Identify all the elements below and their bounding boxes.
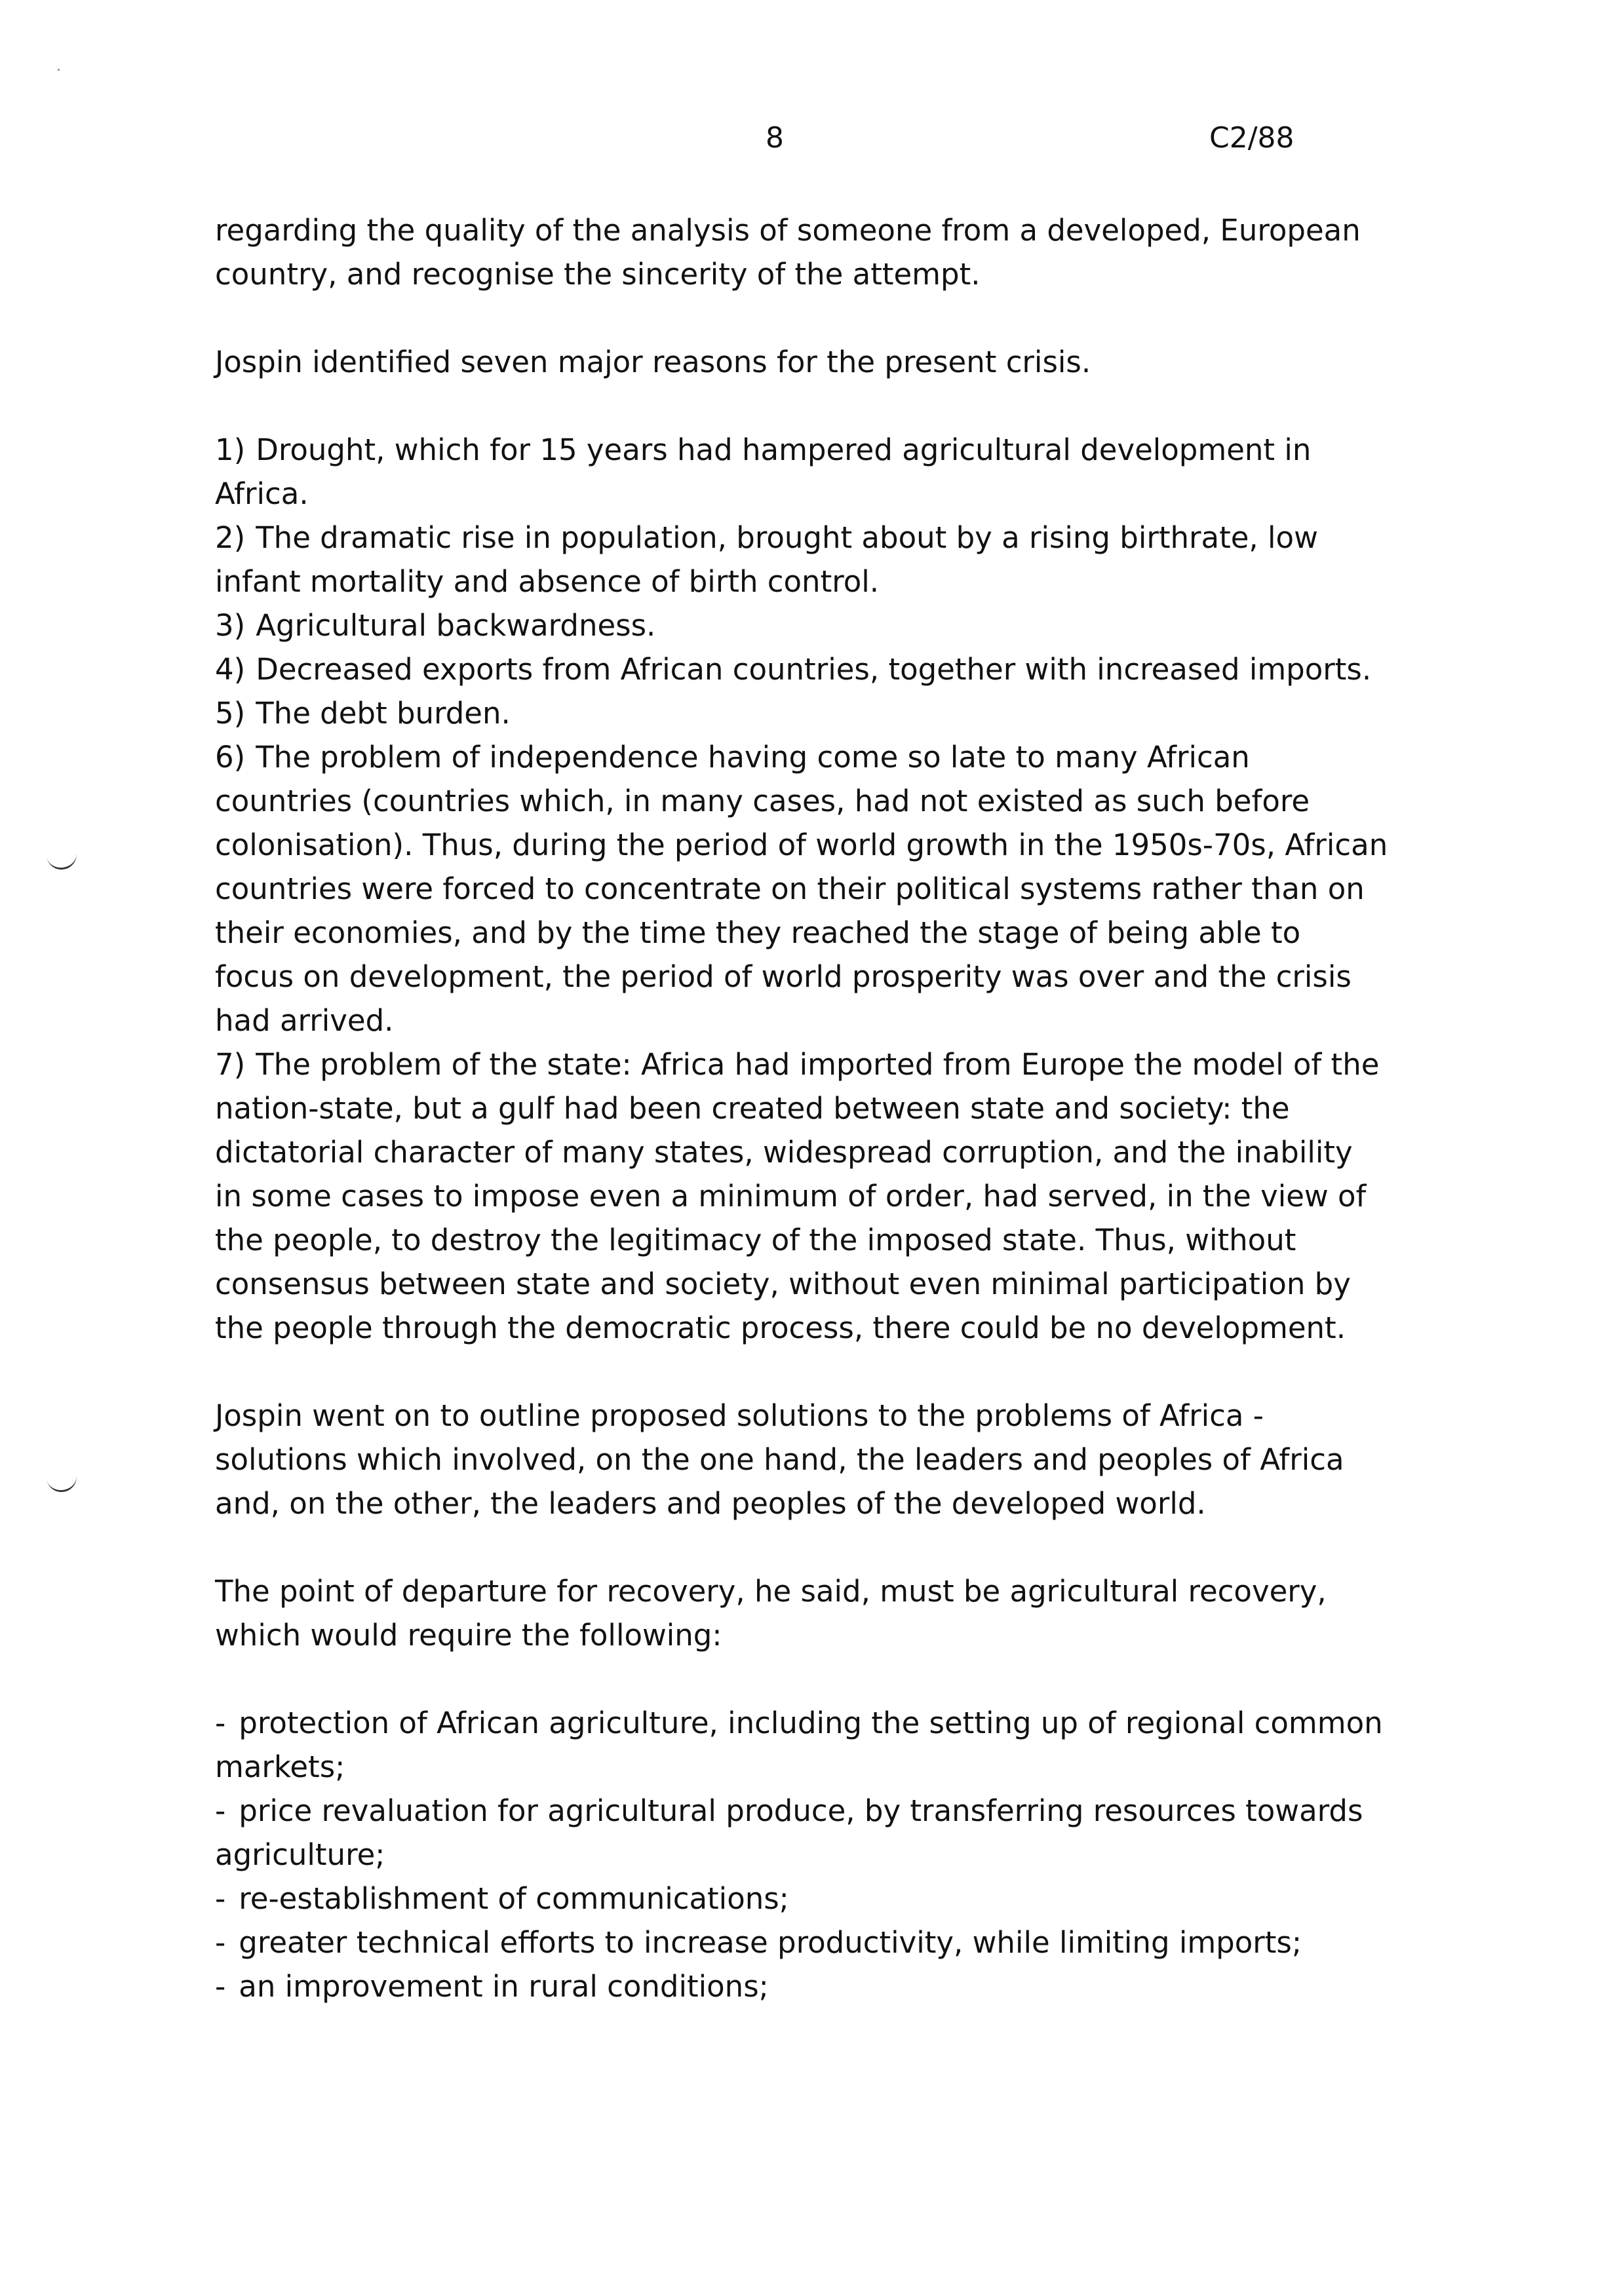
list-marker: 6) — [215, 740, 246, 775]
list-item-text: greater technical efforts to increase productivity, while limiting imports; — [239, 1925, 1302, 1960]
list-item — [215, 516, 1388, 603]
list-marker: 1) — [215, 432, 246, 467]
list-marker: - — [215, 1969, 226, 2004]
document-code: C2/88 — [1209, 121, 1294, 155]
list-item-text: Decreased exports from African countries, together with increased imports. — [256, 652, 1372, 687]
paragraph: Jospin went on to outline proposed solutions to the problems of Africa - solutions which involved, on the one hand, the leaders and peoples of Africa and, on the other, the leaders and peoples of the developed world. — [215, 1398, 1344, 1521]
page-number: 8 — [766, 121, 784, 155]
list-marker: - — [215, 1793, 226, 1828]
list-item-text: The problem of independence having come so late to many African countries (countries which, in many cases, had not existed as such before colonisation). Thus, during the period of world growth in the 1950s-70s, African countries were forced to concentrate on their political systems rather than on their economies, and by the time they reached the stage of being able to focus on development, the period of world prosperity was over and the crisis had arrived. — [215, 740, 1388, 1038]
list-marker: 2) — [215, 520, 246, 555]
reasons-list — [215, 428, 1388, 1350]
list-item — [215, 603, 1388, 647]
list-marker: 7) — [215, 1047, 246, 1082]
paragraph: The point of departure for recovery, he said, must be agricultural recovery, which would require the following: — [215, 1574, 1327, 1653]
list-item — [215, 1701, 1388, 1789]
list-marker: - — [215, 1706, 226, 1740]
scan-speck — [58, 69, 60, 71]
list-item-text: The problem of the state: Africa had imported from Europe the model of the nation-state, but a gulf had been created between state and society: the dictatorial character of many states, widespread corruption, and the inability in some cases to impose even a minimum of order, had served, in the view of the people, to destroy the legitimacy of the imposed state. Thus, without consensus between state and society, without even minimal participation by the people through the democratic process, there could be no development. — [215, 1047, 1380, 1345]
list-item — [215, 1921, 1388, 1964]
list-item-text: The dramatic rise in population, brought about by a rising birthrate, low infant mortality and absence of birth control. — [215, 520, 1318, 599]
list-item — [215, 1043, 1388, 1350]
list-item — [215, 1789, 1388, 1877]
list-marker: 4) — [215, 652, 246, 687]
list-item-text: price revaluation for agricultural produce, by transferring resources towards agriculture; — [215, 1793, 1363, 1872]
list-item-text: an improvement in rural conditions; — [239, 1969, 769, 2004]
list-item — [215, 647, 1388, 691]
list-item — [215, 1877, 1388, 1921]
document-body — [215, 208, 1388, 2008]
paragraph: Jospin identified seven major reasons for the present crisis. — [215, 345, 1091, 379]
list-item — [215, 735, 1388, 1043]
list-item-text: re-establishment of communications; — [239, 1881, 789, 1916]
list-marker: - — [215, 1881, 226, 1916]
list-item-text: Agricultural backwardness. — [256, 608, 656, 643]
list-item — [215, 428, 1388, 516]
list-marker: - — [215, 1925, 226, 1960]
list-item-text: protection of African agriculture, including the setting up of regional common markets; — [215, 1706, 1383, 1784]
margin-mark — [46, 1471, 79, 1494]
list-item — [215, 1964, 1388, 2008]
page-header — [0, 121, 1615, 167]
list-item — [215, 691, 1388, 735]
list-marker: 3) — [215, 608, 246, 643]
list-item-text: Drought, which for 15 years had hampered agricultural development in Africa. — [215, 432, 1312, 511]
list-item-text: The debt burden. — [256, 696, 511, 731]
requirements-list — [215, 1701, 1388, 2008]
paragraph: regarding the quality of the analysis of someone from a developed, European country, and recognise the sincerity of the attempt. — [215, 213, 1361, 292]
list-marker: 5) — [215, 696, 246, 731]
margin-mark — [46, 849, 79, 871]
